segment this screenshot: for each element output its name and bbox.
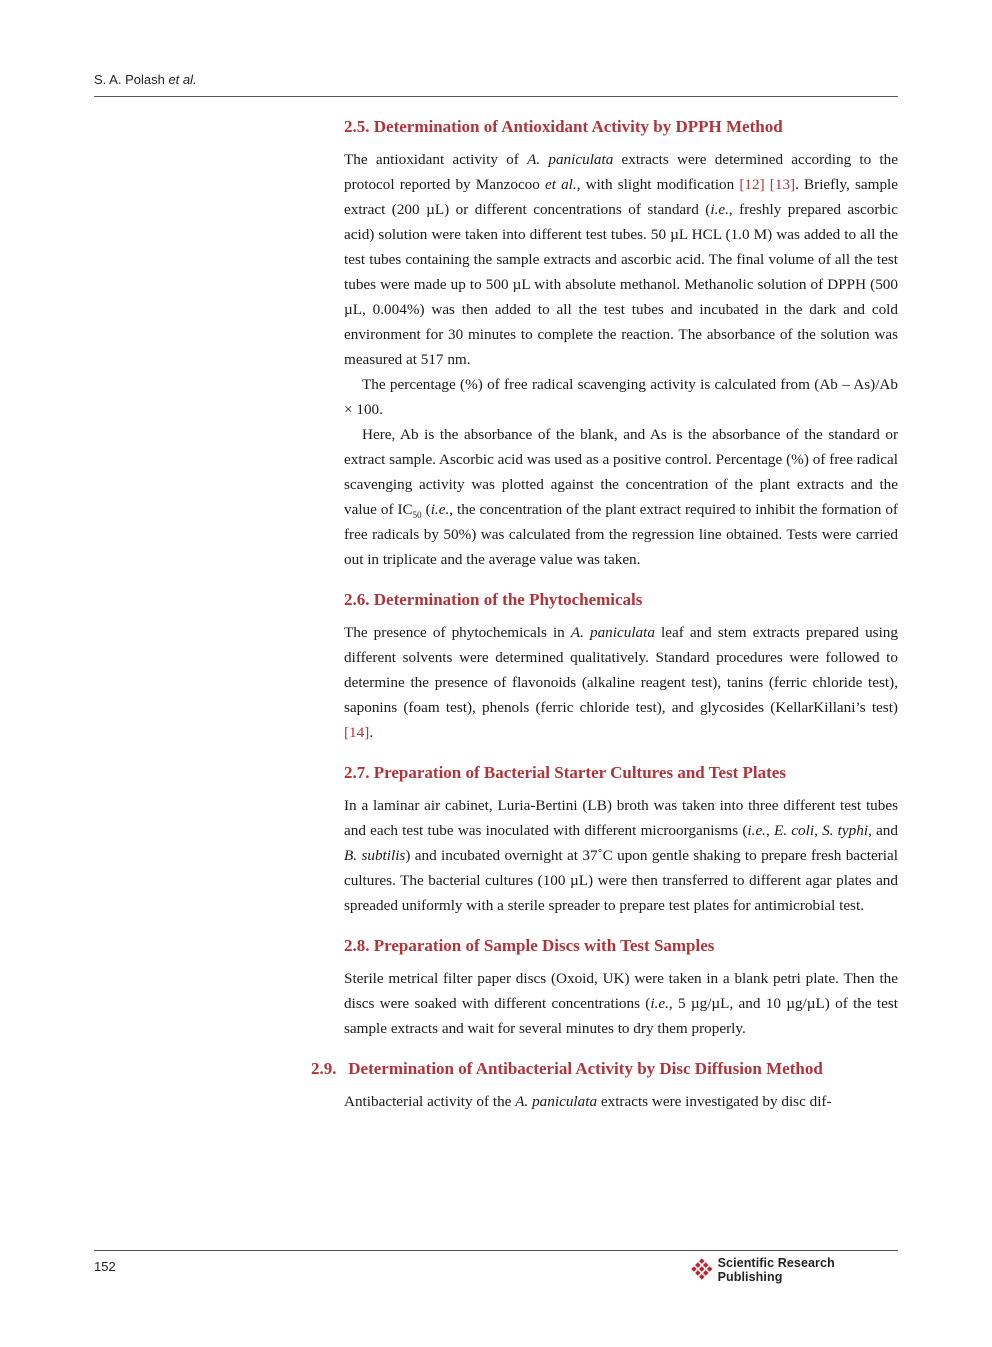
et-al: et al.: [168, 72, 197, 87]
paragraph: Sterile metrical filter paper discs (Oxoid, UK) were taken in a blank petri plate. Then the discs were soaked with different concentrations (i.e., 5 µg/µL, and 10 µg/µL) of the test sample extracts and wait for several minutes to dry them properly.: [344, 970, 898, 1037]
publisher-name: Scientific Research Publishing: [717, 1256, 835, 1284]
paragraph: The percentage (%) of free radical scavenging activity is calculated from (Ab – As)/Ab × 100.: [344, 376, 898, 418]
running-head: [94, 72, 197, 87]
page-number: 152: [94, 1259, 116, 1274]
section-heading-2-8: 2.8. Preparation of Sample Discs with Test Samples: [344, 936, 715, 955]
article-body: [311, 116, 898, 1114]
author-name: S. A. Polash: [94, 72, 165, 87]
publisher-diamond-icon: [690, 1258, 714, 1282]
paragraph: The antioxidant activity of A. paniculata extracts were determined according to the protocol reported by Manzocoo et al., with slight modification [12] [13]. Briefly, sample extract (200 µL) or different concentrations of standard (i.e., freshly prepared ascorbic acid) solution were taken into different test tubes. 50 µL HCL (1.0 M) was added to all the test tubes containing the sample extracts and ascorbic acid. The final volume of all the test tubes were made up to 500 µL with absolute methanol. Methanolic solution of DPPH (500 µL, 0.004%) was then added to all the test tubes and incubated in the dark and cold environment for 30 minutes to complete the reaction. The absorbance of the solution was measured at 517 nm.: [344, 151, 898, 368]
section-heading-2-9: 2.9. Determination of Antibacterial Activity by Disc Diffusion Method: [311, 1059, 823, 1078]
paragraph: The presence of phytochemicals in A. paniculata leaf and stem extracts prepared using different solvents were determined qualitatively. Standard procedures were followed to determine the presence of flavonoids (alkaline reagent test), tanins (ferric chloride test), saponins (foam test), phenols (ferric chloride test), and glycosides (KellarKillani’s test) [14].: [344, 624, 898, 741]
paragraph: In a laminar air cabinet, Luria-Bertini (LB) broth was taken into three different test tubes and each test tube was inoculated with different microorganisms (i.e., E. coli, S. typhi, and B. subtilis) and incubated overnight at 37˚C upon gentle shaking to prepare fresh bacterial cultures. The bacterial cultures (100 µL) were then transferred to different agar plates and spreaded uniformly with a sterile spreader to prepare test plates for antimicrobial test.: [344, 797, 898, 914]
section-heading-2-5: 2.5. Determination of Antioxidant Activity by DPPH Method: [344, 117, 783, 136]
citation-link[interactable]: [12]: [739, 176, 765, 193]
paragraph: Here, Ab is the absorbance of the blank, and As is the absorbance of the standard or extract sample. Ascorbic acid was used as a positive control. Percentage (%) of free radical scavenging activity was plotted against the concentration of the plant extracts and the value of $IC_{50}$ (i.e., the concentration of the plant extract required to inhibit the formation of free radicals by 50%) was calculated from the regression line obtained. Tests were carried out in triplicate and the average value was taken.: [344, 426, 898, 568]
publisher-logo[interactable]: [690, 1258, 900, 1282]
citation-link[interactable]: [13]: [769, 176, 796, 193]
citation-link[interactable]: [14]: [344, 724, 370, 741]
paragraph: Antibacterial activity of the A. paniculata extracts were investigated by disc dif-: [344, 1093, 832, 1110]
section-heading-2-7: 2.7. Preparation of Bacterial Starter Cultures and Test Plates: [344, 763, 786, 782]
header-rule: [94, 96, 898, 97]
section-heading-2-6: 2.6. Determination of the Phytochemicals: [344, 590, 643, 609]
footer-rule: [94, 1250, 898, 1251]
